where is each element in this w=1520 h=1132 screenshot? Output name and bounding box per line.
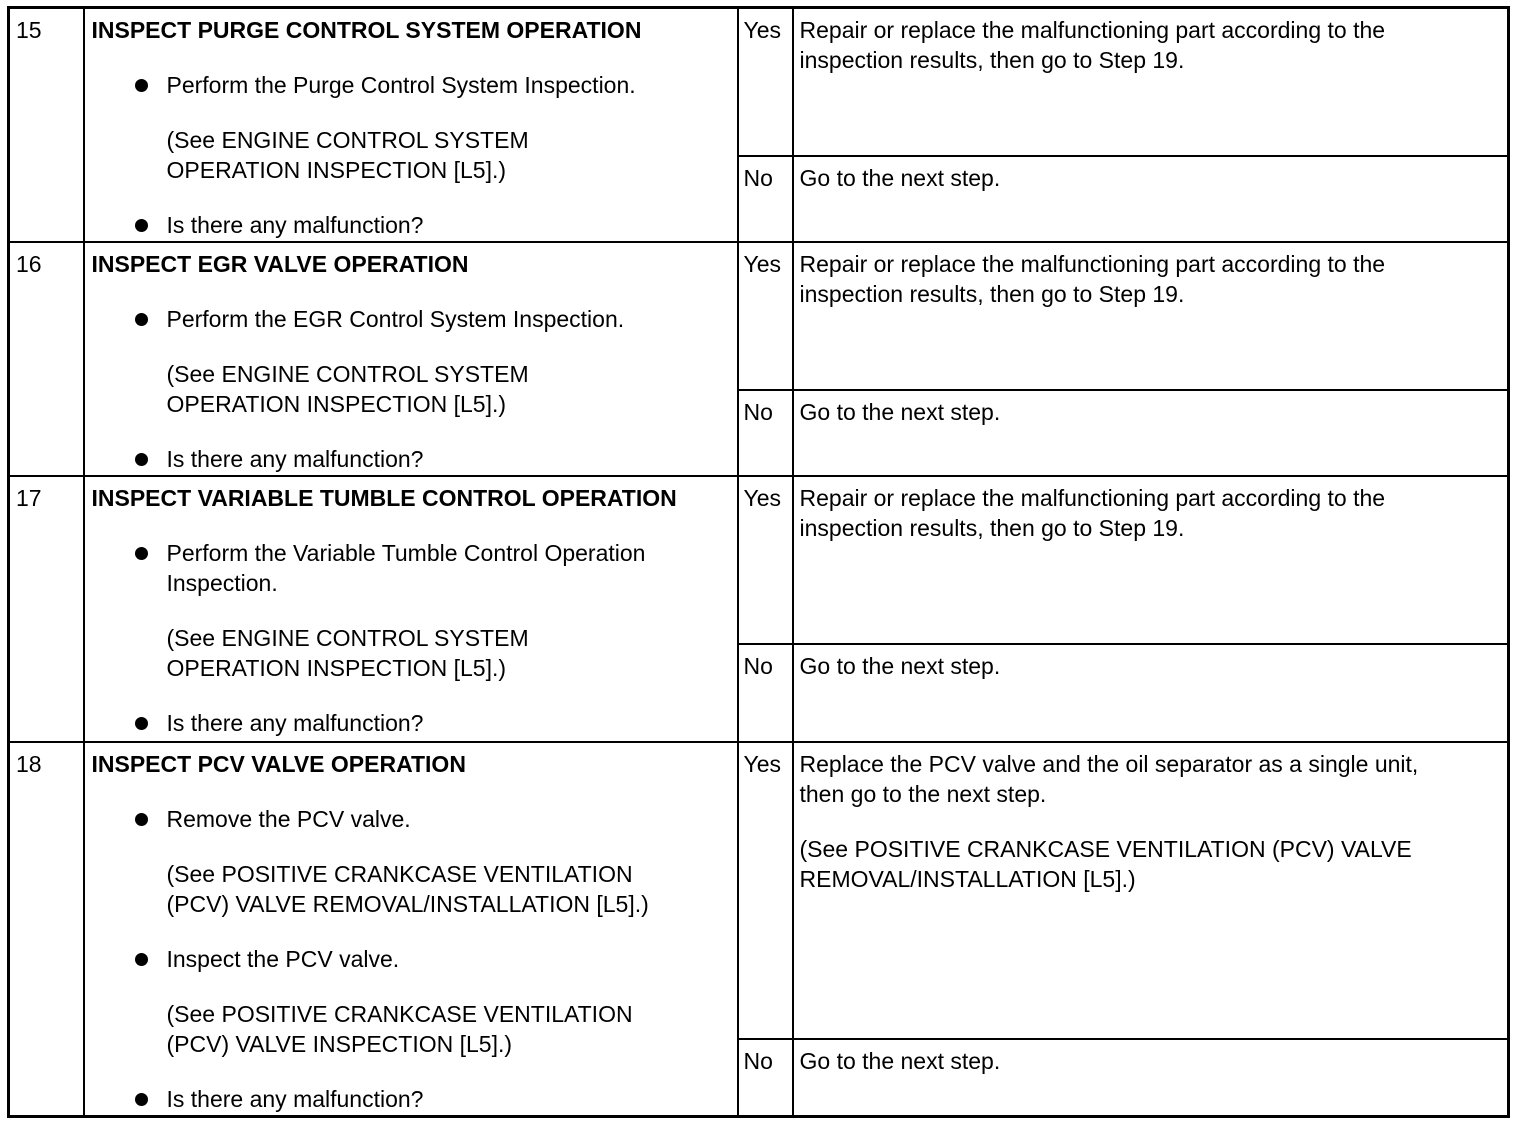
no-action bbox=[793, 1039, 1509, 1117]
yes-action bbox=[793, 242, 1509, 390]
bullet-text bbox=[167, 70, 729, 100]
bullet-item bbox=[167, 70, 729, 185]
action-text bbox=[800, 15, 1498, 75]
text-line: Go to the next step. bbox=[799, 164, 1001, 191]
text-line: (See ENGINE CONTROL SYSTEM bbox=[166, 360, 529, 387]
step-row-18 bbox=[9, 742, 1509, 1039]
action-text bbox=[800, 397, 1498, 427]
text-line: Is there any malfunction? bbox=[166, 212, 424, 238]
reference-text bbox=[167, 125, 729, 185]
bullet-icon bbox=[135, 547, 148, 560]
no-action bbox=[793, 390, 1509, 476]
bullet-item bbox=[167, 944, 729, 1059]
yes-action bbox=[793, 742, 1509, 1039]
text-line: Remove the PCV valve. bbox=[166, 805, 411, 832]
no-action bbox=[793, 156, 1509, 242]
no-label: No bbox=[738, 1039, 793, 1117]
reference-text bbox=[167, 859, 729, 919]
text-line: REMOVAL/INSTALLATION [L5].) bbox=[799, 865, 1136, 892]
yes-action bbox=[793, 476, 1509, 644]
bullet-icon bbox=[135, 717, 148, 730]
bullet-text bbox=[167, 538, 729, 598]
text-line: (See POSITIVE CRANKCASE VENTILATION bbox=[166, 860, 633, 887]
no-label: No bbox=[738, 390, 793, 476]
reference-text bbox=[167, 623, 729, 683]
bullet-text bbox=[167, 1084, 729, 1114]
text-line: inspection results, then go to Step 19. bbox=[799, 514, 1185, 541]
yes-label: Yes bbox=[738, 476, 793, 644]
text-line: Repair or replace the malfunctioning part according to the bbox=[799, 250, 1386, 277]
bullet-text bbox=[167, 304, 729, 334]
bullet-item bbox=[167, 708, 729, 738]
bullet-icon bbox=[135, 79, 148, 92]
yes-label: Yes bbox=[738, 242, 793, 390]
text-line: then go to the next step. bbox=[799, 780, 1047, 807]
bullet-item bbox=[167, 538, 729, 683]
text-line: (See ENGINE CONTROL SYSTEM bbox=[166, 127, 529, 153]
text-line: Repair or replace the malfunctioning part according to the bbox=[799, 484, 1386, 511]
text-line: (PCV) VALVE INSPECTION [L5].) bbox=[166, 1030, 513, 1057]
bullet-item bbox=[167, 804, 729, 919]
text-line: OPERATION INSPECTION [L5].) bbox=[166, 654, 507, 681]
step-instructions bbox=[84, 476, 738, 742]
bullet-text bbox=[167, 444, 729, 474]
bullet-text bbox=[167, 210, 729, 240]
bullet-icon bbox=[135, 313, 148, 326]
bullet-item bbox=[167, 1084, 729, 1114]
bullet-text bbox=[167, 804, 729, 834]
bullet-icon bbox=[135, 1093, 148, 1106]
text-line: Perform the EGR Control System Inspection. bbox=[166, 305, 625, 332]
text-line: Inspection. bbox=[166, 569, 278, 596]
yes-label: Yes bbox=[738, 742, 793, 1039]
text-line: Is there any malfunction? bbox=[166, 445, 424, 472]
action-text bbox=[800, 651, 1498, 681]
yes-action bbox=[793, 8, 1509, 156]
step-title: INSPECT EGR VALVE OPERATION bbox=[91, 250, 469, 277]
bullet-text bbox=[167, 708, 729, 738]
reference-text bbox=[167, 999, 729, 1059]
step-row-15 bbox=[9, 8, 1509, 156]
bullet-icon bbox=[135, 953, 148, 966]
no-action bbox=[793, 644, 1509, 742]
yes-label: Yes bbox=[738, 8, 793, 156]
reference-text bbox=[800, 834, 1498, 894]
steps-body bbox=[9, 8, 1509, 1117]
bullet-icon bbox=[135, 813, 148, 826]
text-line: Inspect the PCV valve. bbox=[166, 945, 400, 972]
action-text bbox=[800, 249, 1498, 309]
text-line: (See POSITIVE CRANKCASE VENTILATION (PCV) VALVE bbox=[799, 835, 1412, 862]
no-label: No bbox=[738, 156, 793, 242]
no-label: No bbox=[738, 644, 793, 742]
step-instructions bbox=[84, 242, 738, 476]
bullet-item bbox=[167, 210, 729, 240]
text-line: inspection results, then go to Step 19. bbox=[799, 280, 1185, 307]
step-instructions bbox=[84, 8, 738, 242]
text-line: (See POSITIVE CRANKCASE VENTILATION bbox=[166, 1000, 633, 1027]
step-number: 17 bbox=[9, 476, 84, 742]
text-line: Go to the next step. bbox=[799, 398, 1001, 425]
text-line: Go to the next step. bbox=[799, 1047, 1001, 1074]
text-line: Go to the next step. bbox=[799, 652, 1001, 679]
bullet-icon bbox=[135, 453, 148, 466]
step-instructions bbox=[84, 742, 738, 1117]
bullet-icon bbox=[135, 219, 148, 232]
action-text bbox=[800, 749, 1498, 809]
bullet-text bbox=[167, 944, 729, 974]
action-text bbox=[800, 163, 1498, 193]
action-text bbox=[800, 483, 1498, 543]
text-line: inspection results, then go to Step 19. bbox=[799, 47, 1185, 73]
text-line: Replace the PCV valve and the oil separator as a single unit, bbox=[799, 750, 1419, 777]
text-line: Perform the Variable Tumble Control Operation bbox=[166, 539, 646, 566]
step-title: INSPECT VARIABLE TUMBLE CONTROL OPERATION bbox=[91, 484, 677, 511]
bullet-item bbox=[167, 444, 729, 474]
step-number: 16 bbox=[9, 242, 84, 476]
bullet-item bbox=[167, 304, 729, 419]
step-row-17 bbox=[9, 476, 1509, 644]
step-title: INSPECT PCV VALVE OPERATION bbox=[91, 750, 466, 777]
step-number: 15 bbox=[9, 8, 84, 242]
text-line: (PCV) VALVE REMOVAL/INSTALLATION [L5].) bbox=[166, 890, 649, 917]
step-row-16 bbox=[9, 242, 1509, 390]
action-text bbox=[800, 1046, 1498, 1076]
reference-text bbox=[167, 359, 729, 419]
step-title: INSPECT PURGE CONTROL SYSTEM OPERATION bbox=[91, 17, 642, 43]
text-line: Repair or replace the malfunctioning part according to the bbox=[799, 17, 1386, 43]
step-number: 18 bbox=[9, 742, 84, 1117]
troubleshooting-table bbox=[7, 6, 1510, 1118]
text-line: Is there any malfunction? bbox=[166, 1085, 424, 1112]
text-line: Is there any malfunction? bbox=[166, 709, 424, 736]
text-line: OPERATION INSPECTION [L5].) bbox=[166, 157, 507, 183]
text-line: Perform the Purge Control System Inspection. bbox=[166, 72, 636, 98]
text-line: OPERATION INSPECTION [L5].) bbox=[166, 390, 507, 417]
text-line: (See ENGINE CONTROL SYSTEM bbox=[166, 624, 529, 651]
